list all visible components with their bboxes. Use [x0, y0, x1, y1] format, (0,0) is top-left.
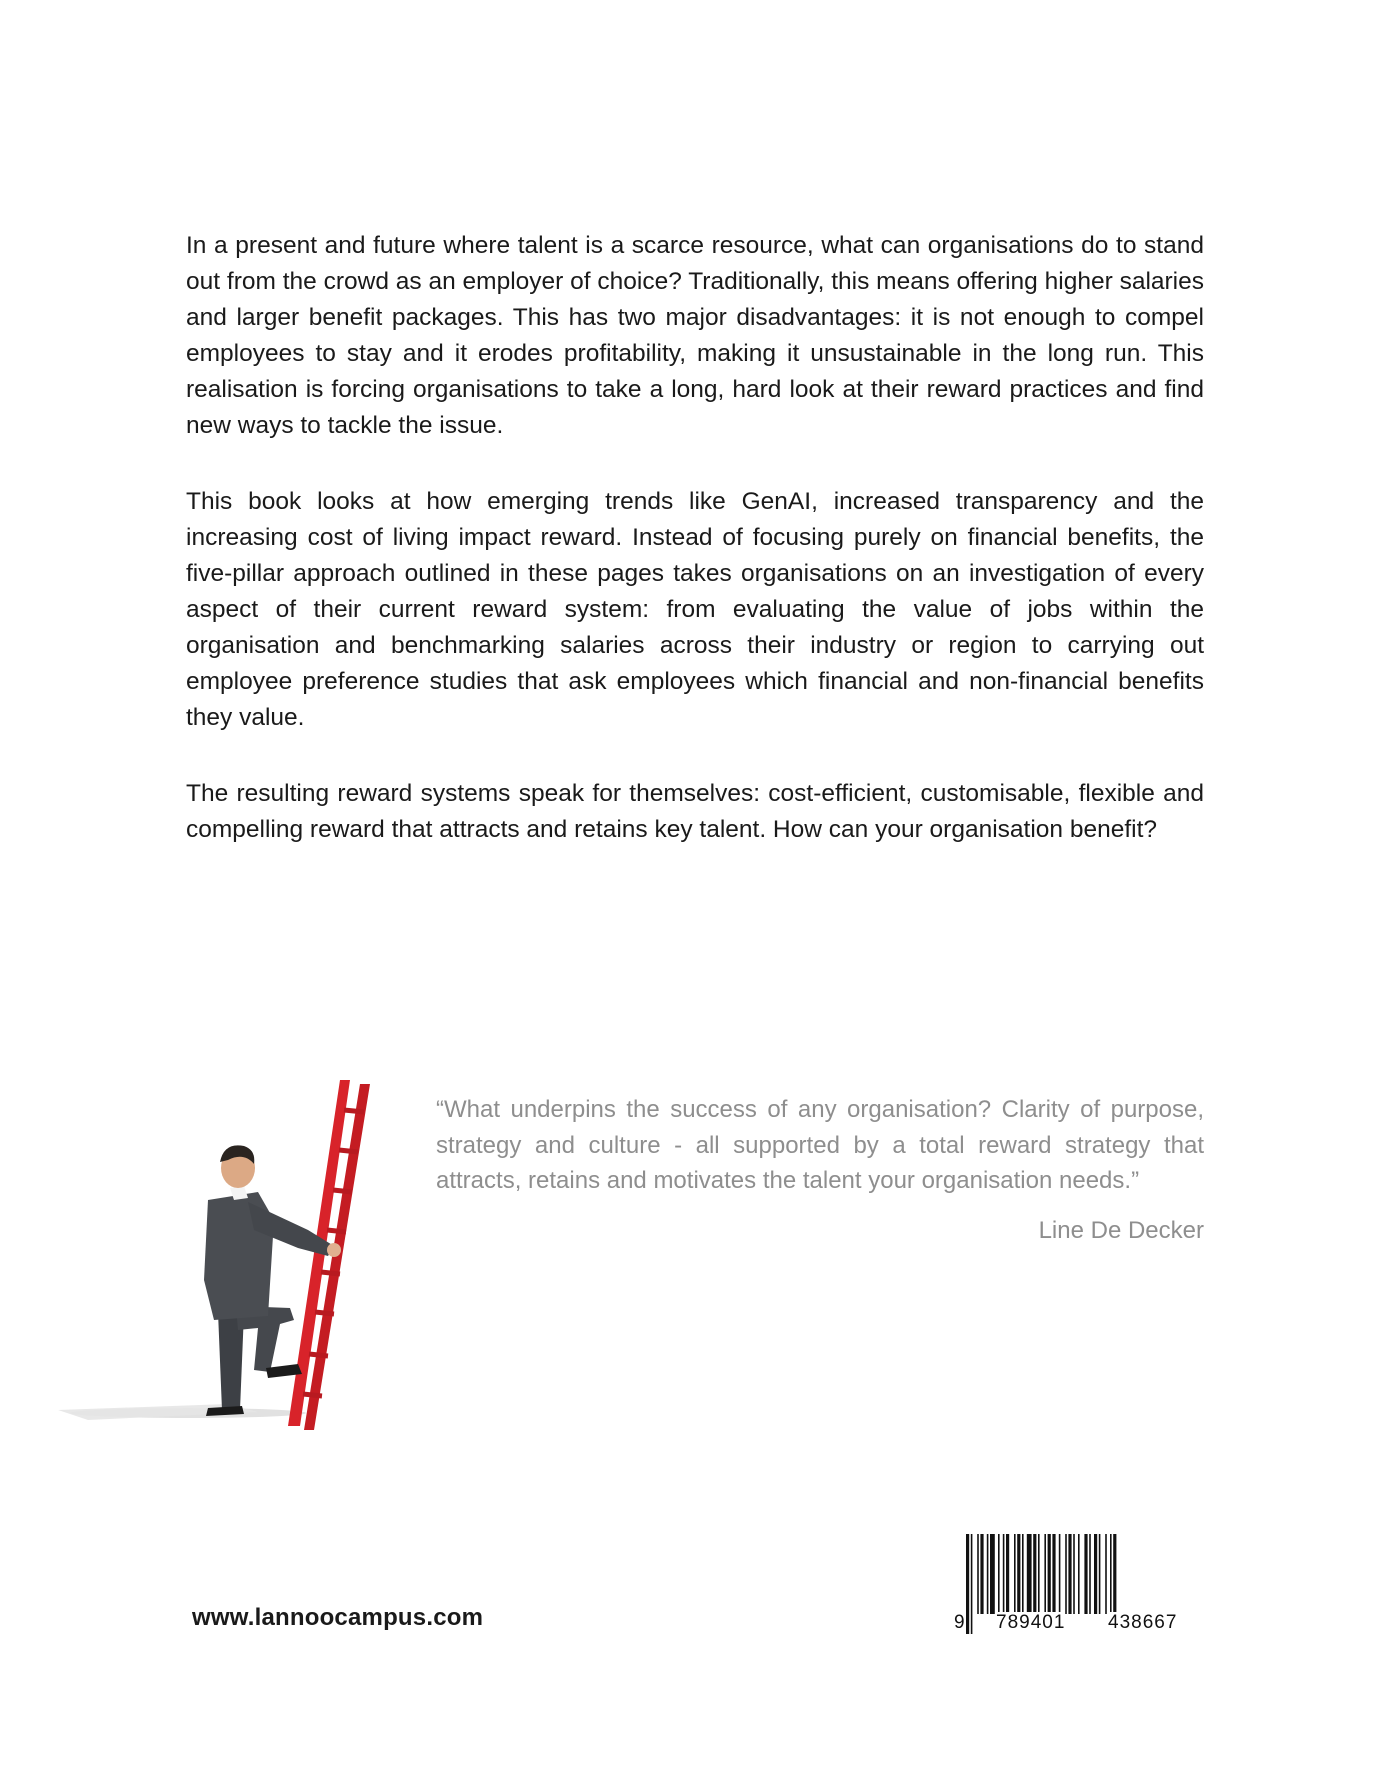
- barcode-bar: [1099, 1534, 1101, 1614]
- quote-text: “What underpins the success of any organisation? Clarity of purpose, strategy and culture - all supported by a total reward strategy that attracts, retains and motivates the talent your organisation needs.”: [436, 1096, 1204, 1194]
- barcode-bar: [1017, 1534, 1020, 1614]
- barcode-bar: [987, 1534, 989, 1614]
- barcode-bar: [1027, 1534, 1032, 1614]
- barcode-bar: [1094, 1534, 1097, 1614]
- barcode-bar: [980, 1534, 983, 1614]
- barcode-bar: [1003, 1534, 1005, 1614]
- publisher-website: www.lannoocampus.com: [192, 1604, 484, 1631]
- barcode-bar: [1014, 1534, 1016, 1614]
- barcode-bar: [1084, 1534, 1087, 1614]
- blurb-paragraph-3: The resulting reward systems speak for themselves: cost-efficient, customisable, flexible and compelling reward that attracts and retains key talent. How can your organisation benefit?: [186, 780, 1204, 843]
- barcode-bar: [998, 1534, 1000, 1614]
- back-cover-blurb: [186, 228, 1204, 888]
- endorsement-quote: [436, 1092, 1204, 1245]
- barcode-bar: [1006, 1534, 1009, 1614]
- blurb-paragraph-1: In a present and future where talent is a scarce resource, what can organisations do to stand out from the crowd as an employer of choice? Traditionally, this means offering higher salaries and larger benefit packages. This has two major disadvantages: it is not enough to compel employees to stay and it erodes profitability, making it unsustainable in the long run. This realisation is forcing organisations to take a long, hard look at their reward practices and find new ways to tackle the issue.: [186, 232, 1204, 439]
- barcode-bar: [1089, 1534, 1091, 1614]
- barcode-bar: [977, 1534, 979, 1614]
- barcode-right-group: 438667: [1108, 1612, 1178, 1633]
- barcode-bar: [1078, 1534, 1080, 1614]
- barcode-bar: [1105, 1534, 1107, 1614]
- quote-author: Line De Decker: [1038, 1216, 1204, 1244]
- barcode-bar: [966, 1534, 969, 1634]
- barcode-bar: [1073, 1534, 1075, 1614]
- isbn-barcode: [952, 1534, 1204, 1636]
- barcode-bar: [1068, 1534, 1071, 1614]
- barcode-bar: [990, 1534, 995, 1614]
- barcode-bar: [1065, 1534, 1067, 1614]
- man-climbing-ladder-illustration: [58, 1080, 418, 1450]
- barcode-bar: [1048, 1534, 1051, 1614]
- barcode-bar: [1033, 1534, 1036, 1614]
- barcode-bar: [1022, 1534, 1024, 1614]
- barcode-lead-digit: 9: [954, 1612, 965, 1633]
- barcode-bar: [1052, 1534, 1055, 1614]
- blurb-paragraph-2: This book looks at how emerging trends like GenAI, increased transparency and the increasing cost of living impact reward. Instead of focusing purely on financial benefits, the five-pillar approach outlined in these pages takes organisations on an investigation of every aspect of their current reward system: from evaluating the value of jobs within the organisation and benchmarking salaries across their industry or region to carrying out employee preference studies that ask employees which financial and non-financial benefits they value.: [186, 488, 1204, 731]
- barcode-bar: [971, 1534, 973, 1634]
- barcode-bar: [1059, 1534, 1061, 1614]
- barcode-left-group: 789401: [996, 1612, 1066, 1633]
